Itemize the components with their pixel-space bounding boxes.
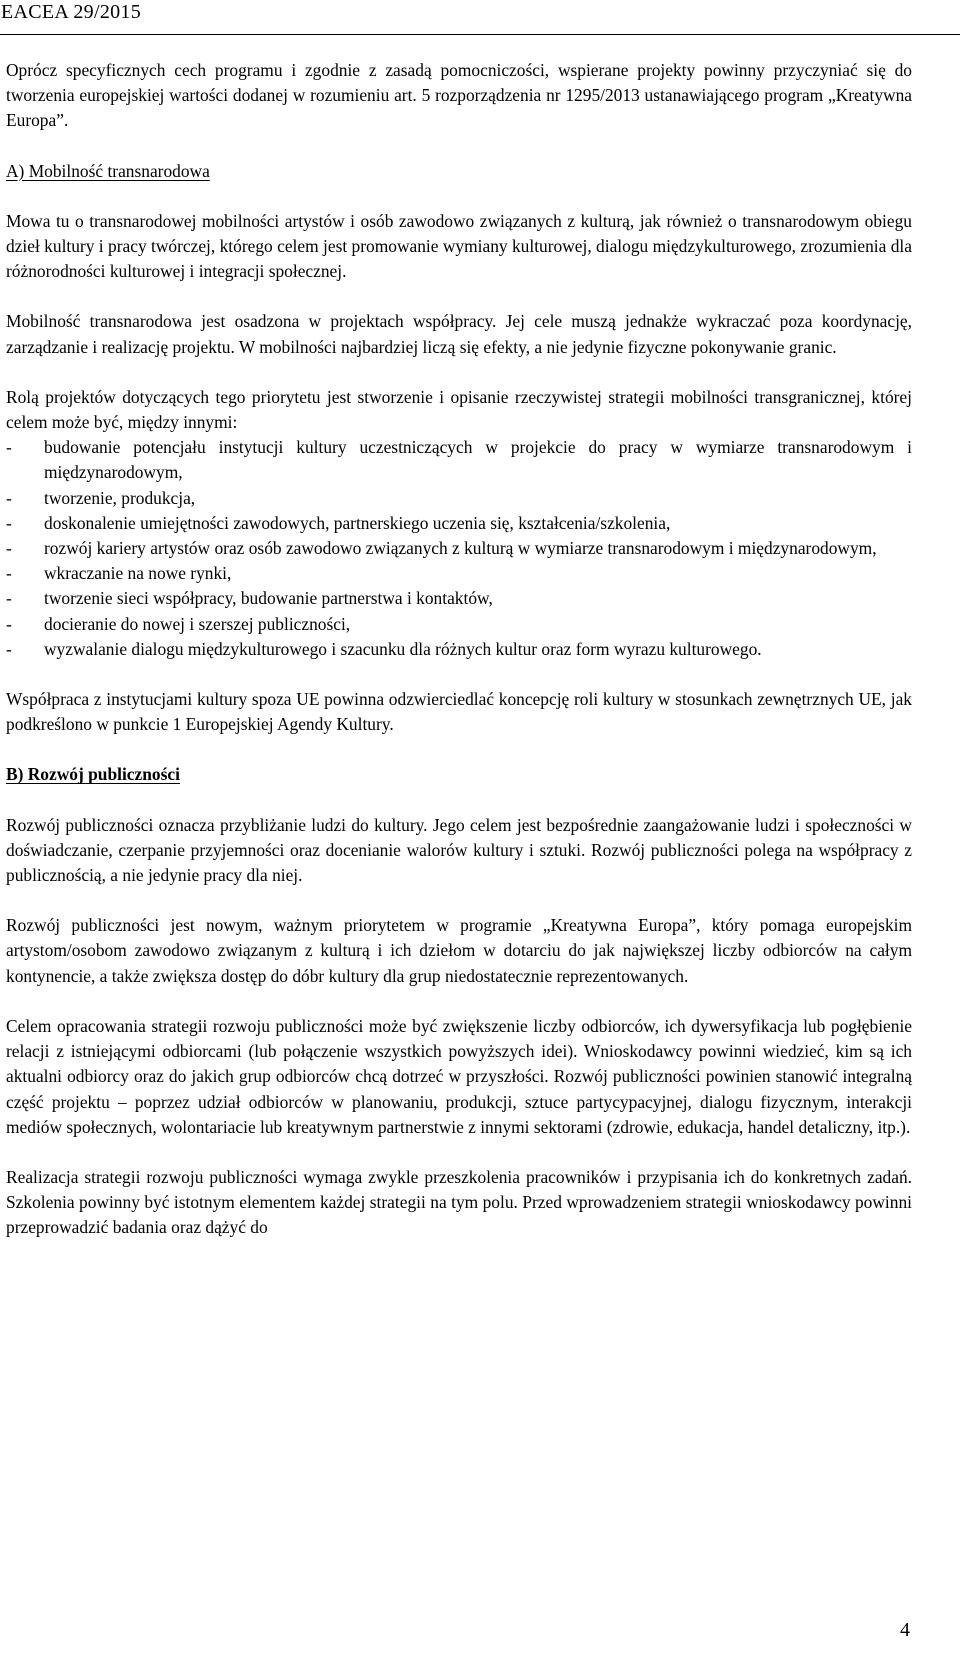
intro-paragraph: Oprócz specyficznych cech programu i zgodnie z zasadą pomocniczości, wspierane projekty powinny przyczyniać się do tworzenia europejskiej wartości dodanej w rozumieniu art. 5 rozporządzenia nr 1295/2013 ustanawiającego program „Kreatywna Europa”. (6, 60, 912, 131)
list-item-text: rozwój kariery artystów oraz osób zawodowo związanych z kulturą w wymiarze transnarodowym i międzynarodowym, (44, 538, 877, 559)
section-a-heading: A) Mobilność transnarodowa (6, 160, 210, 181)
list-item-text: docieranie do nowej i szerszej publiczności, (44, 613, 351, 634)
dash-bullet: - (6, 588, 12, 609)
list-item (6, 637, 912, 662)
mobility-goals-list (6, 435, 912, 662)
dash-bullet: - (6, 437, 12, 458)
list-item-text: budowanie potencjału instytucji kultury uczestniczących w projekcie do pracy w wymiarze transnarodowym i międzynarodowym, (44, 437, 912, 483)
list-item (6, 536, 912, 561)
document-reference: EACEA 29/2015 (1, 1, 142, 23)
section-b-heading: B) Rozwój publiczności (6, 764, 180, 785)
section-b-paragraph-4: Realizacja strategii rozwoju publiczności wymaga zwykle przeszkolenia pracowników i przypisania ich do konkretnych zadań. Szkolenia powinny być istotnym elementem każdej strategii na tym polu. Przed wprowadzeniem strategii wnioskodawcy powinni przeprowadzić badania oraz dążyć do (6, 1166, 912, 1238)
section-b-paragraph-1: Rozwój publiczności oznacza przybliżanie ludzi do kultury. Jego celem jest bezpośrednie zaangażowanie ludzi i społeczności w doświadczanie, czerpanie przyjemności oraz docenianie walorów kultury i sztuki. Rozwój publiczności polega na współpracy z publicznością, a nie jedynie pracy dla niej. (6, 814, 912, 886)
dash-bullet: - (6, 638, 12, 659)
dash-bullet: - (6, 538, 12, 559)
section-a-paragraph-4: Współpraca z instytucjami kultury spoza UE powinna odzwierciedlać koncepcję roli kultury w stosunkach zewnętrznych UE, jak podkreślono w punkcie 1 Europejskiej Agendy Kultury. (6, 689, 912, 735)
list-item (6, 561, 912, 586)
list-item (6, 612, 912, 637)
dash-bullet: - (6, 613, 12, 634)
section-b-paragraph-3: Celem opracowania strategii rozwoju publiczności może być zwiększenie liczby odbiorców, ich dywersyfikacja lub pogłębienie relacji z istniejącymi odbiorcami (lub połączenie wszystkich powyższych idei). Wnioskodawcy powinni wiedzieć, kim są ich aktualni odbiorcy oraz do jakich grup odbiorców chcą dotrzeć w przyszłości. Rozwój publiczności powinien stanowić integralną część projektu – poprzez udział odbiorców w planowaniu, produkcji, sztuce partycypacyjnej, dialogu fizycznym, interakcji mediów społecznych, wolontariacie lub kreatywnym partnerstwie z innymi sektorami (zdrowie, edukacja, handel detaliczny, itp.). (6, 1015, 912, 1137)
dash-bullet: - (6, 487, 12, 508)
dash-bullet: - (6, 563, 12, 584)
document-body (6, 58, 912, 1241)
section-b-paragraph-2: Rozwój publiczności jest nowym, ważnym priorytetem w programie „Kreatywna Europa”, który pomaga europejskim artystom/osobom zawodowo związanym z kulturą i ich dziełom w dotarciu do jak największej liczby odbiorców na całym kontynencie, a także zwiększa dostęp do dóbr kultury dla grup niedostatecznie reprezentowanych. (6, 915, 912, 986)
list-item-text: doskonalenie umiejętności zawodowych, partnerskiego uczenia się, kształcenia/szkolenia, (44, 512, 671, 533)
header-divider (0, 34, 960, 35)
section-a-paragraph-1: Mowa tu o transnarodowej mobilności artystów i osób zawodowo związanych z kulturą, jak również o transnarodowym obiegu dzieł kultury i pracy twórczej, którego celem jest promowanie wymiany kulturowej, dialogu międzykulturowego, zrozumienia dla różnorodności kulturowej i integracji społecznej. (6, 210, 912, 282)
section-a-paragraph-3: Rolą projektów dotyczących tego priorytetu jest stworzenie i opisanie rzeczywistej strategii mobilności transgranicznej, której celem może być, między innymi: (6, 386, 912, 433)
list-item-text: wyzwalanie dialogu międzykulturowego i szacunku dla różnych kultur oraz form wyrazu kulturowego. (44, 638, 762, 659)
dash-bullet: - (6, 512, 12, 533)
list-item-text: tworzenie sieci współpracy, budowanie partnerstwa i kontaktów, (44, 588, 493, 609)
list-item (6, 586, 912, 611)
list-item-text: wkraczanie na nowe rynki, (44, 563, 232, 584)
section-a-paragraph-2: Mobilność transnarodowa jest osadzona w projektach współpracy. Jej cele muszą jednakże wykraczać poza koordynację, zarządzanie i realizację projektu. W mobilności najbardziej liczą się efekty, a nie jedynie fizyczne pokonywanie granic. (6, 311, 912, 357)
list-item (6, 486, 912, 511)
page-number: 4 (900, 1619, 910, 1641)
list-item-text: tworzenie, produkcja, (44, 487, 196, 508)
list-item (6, 435, 912, 485)
list-item (6, 511, 912, 536)
